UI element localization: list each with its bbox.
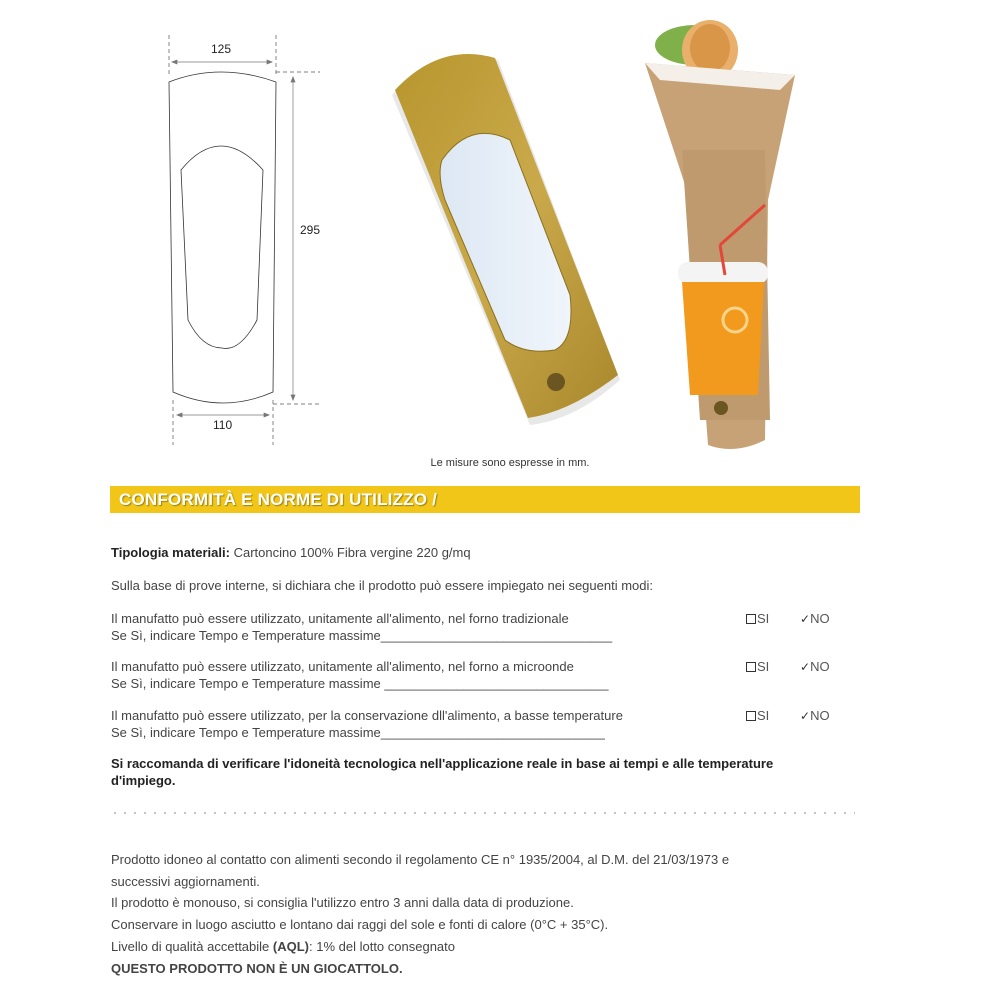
checkbox-empty-icon bbox=[746, 614, 756, 624]
dimension-top-width: 125 bbox=[211, 42, 232, 56]
footer-line-2: successivi aggiornamenti. bbox=[111, 874, 260, 889]
materials-value: Cartoncino 100% Fibra vergine 220 g/mq bbox=[233, 545, 471, 560]
footer-line-4: Conservare in luogo asciutto e lontano dai raggi del sole e fonti di calore (0°C + 35°C). bbox=[111, 917, 609, 932]
brand-logo-icon bbox=[547, 373, 565, 391]
usage-followup-3: Se Sì, indicare Tempo e Temperature massime_______________________________ bbox=[111, 725, 605, 740]
materials-label: Tipologia materiali: bbox=[111, 545, 230, 560]
usage-statement-1: Il manufatto può essere utilizzato, unitamente all'alimento, nel forno tradizionale bbox=[111, 611, 569, 626]
product-photo-sleeve bbox=[380, 50, 640, 440]
usage-followup-2: Se Sì, indicare Tempo e Temperature massime _______________________________ bbox=[111, 676, 609, 691]
usage-statement-3: Il manufatto può essere utilizzato, per la conservazione dll'alimento, a basse temperature bbox=[111, 708, 623, 723]
footer-aql-line: Livello di qualità accettabile (AQL): 1% del lotto consegnato bbox=[111, 939, 455, 954]
intro-text: Sulla base di prove interne, si dichiara che il prodotto può essere impiegato nei seguenti modi: bbox=[111, 578, 653, 593]
checkmark-icon: ✓ bbox=[800, 660, 811, 674]
section-title: CONFORMITÀ E NORME DI UTILIZZO / bbox=[119, 490, 438, 509]
checkbox-empty-icon bbox=[746, 662, 756, 672]
yes-checkbox-1[interactable]: SI bbox=[746, 611, 769, 626]
aql-label: (AQL) bbox=[272, 939, 309, 954]
usage-statement-2: Il manufatto può essere utilizzato, unitamente all'alimento, nel forno a microonde bbox=[111, 659, 574, 674]
dotted-divider bbox=[110, 812, 855, 814]
yes-checkbox-2[interactable]: SI bbox=[746, 659, 769, 674]
dimension-height: 295 bbox=[300, 223, 321, 237]
checkmark-icon: ✓ bbox=[800, 612, 811, 626]
yes-checkbox-3[interactable]: SI bbox=[746, 708, 769, 723]
recommendation-line-1: Si raccomanda di verificare l'idoneità tecnologica nell'applicazione reale in base ai tempi e alle temperature bbox=[111, 756, 774, 771]
footer-line-3: Il prodotto è monouso, si consiglia l'utilizzo entro 3 anni dalla data di produzione. bbox=[111, 895, 574, 910]
brand-logo-icon bbox=[714, 401, 728, 415]
usage-followup-1: Se Sì, indicare Tempo e Temperature massime________________________________ bbox=[111, 628, 613, 643]
no-checkbox-3[interactable]: ✓NO bbox=[800, 708, 830, 723]
dimension-bottom-width: 110 bbox=[213, 418, 233, 432]
no-checkbox-1[interactable]: ✓NO bbox=[800, 611, 830, 626]
checkbox-empty-icon bbox=[746, 711, 756, 721]
materials-line bbox=[111, 545, 471, 560]
no-checkbox-2[interactable]: ✓NO bbox=[800, 659, 830, 674]
checkmark-icon: ✓ bbox=[800, 709, 811, 723]
toy-warning: QUESTO PRODOTTO NON È UN GIOCATTOLO. bbox=[111, 961, 403, 976]
measurement-caption: Le misure sono espresse in mm. bbox=[430, 457, 590, 469]
product-photo-cone-with-drink bbox=[630, 0, 810, 465]
section-banner bbox=[110, 486, 860, 513]
technical-drawing bbox=[150, 30, 350, 450]
dieline-outline-icon bbox=[150, 30, 350, 450]
footer-line-1: Prodotto idoneo al contatto con alimenti secondo il regolamento CE n° 1935/2004, al D.M. del 21/03/1973 e bbox=[111, 852, 730, 867]
recommendation-line-2: d'impiego. bbox=[111, 773, 176, 788]
